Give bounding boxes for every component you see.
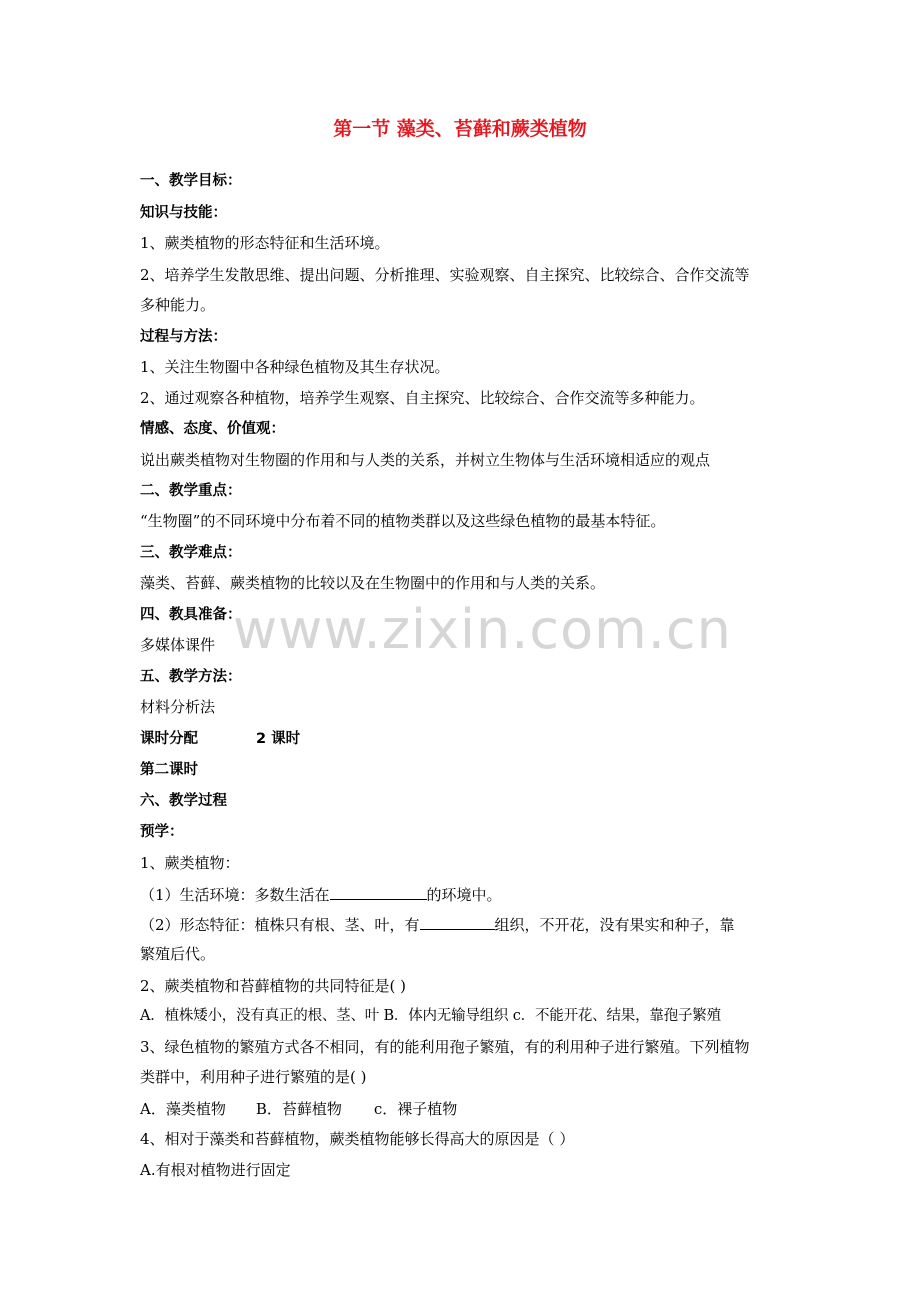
question-3-options (140, 1099, 457, 1119)
period-value: 2 课时 (256, 731, 301, 747)
question-3-cont: 类群中，利用种子进行繁殖的是( ) (140, 1068, 367, 1086)
emotion-item: 说出蕨类植物对生物圈的作用和与人类的关系，并树立生物体与生活环境相适应的观点 (140, 451, 711, 469)
knowledge-item-2: 2、培养学生发散思维、提出问题、分析推理、实验观察、自主探究、比较综合、合作交流等 (140, 266, 750, 284)
knowledge-heading: 知识与技能： (140, 205, 227, 221)
method-heading: 五、教学方法： (140, 669, 242, 685)
q1-2-prefix: （2）形态特征：植株只有根、茎、叶，有 (140, 916, 420, 934)
question-1-2-cont: 繁殖后代。 (140, 945, 216, 963)
difficulty-text: 藻类、苔藓、蕨类植物的比较以及在生物圈中的作用和与人类的关系。 (140, 574, 606, 592)
question-1-2 (140, 914, 735, 935)
q3-option-a: A．藻类植物 (140, 1100, 226, 1118)
emotion-heading: 情感、态度、价值观： (140, 421, 285, 437)
question-1-1 (140, 884, 502, 905)
period-label: 课时分配 (140, 731, 198, 747)
q1-1-suffix: 的环境中。 (426, 886, 502, 904)
page-title: 第一节 藻类、苔藓和蕨类植物 (333, 118, 587, 140)
tools-text: 多媒体课件 (140, 636, 216, 654)
q1-2-suffix: 组织，不开花，没有果实和种子，靠 (494, 916, 735, 934)
method-text: 材料分析法 (140, 698, 216, 716)
question-4-option-a: A.有根对植物进行固定 (140, 1161, 291, 1179)
question-2-options: A．植株矮小，没有真正的根、茎、叶 B．体内无输导组织 c．不能开花、结果，靠孢子繁殖 (140, 1008, 721, 1024)
tools-heading: 四、教具准备： (140, 607, 242, 623)
question-1: 1、蕨类植物： (140, 854, 240, 872)
knowledge-item-2-cont: 多种能力。 (140, 296, 216, 314)
key-point-heading: 二、教学重点： (140, 483, 242, 499)
watermark: www.zixin.com.cn (233, 598, 732, 661)
process-item-2: 2、通过观察各种植物，培养学生观察、自主探究、比较综合、合作交流等多种能力。 (140, 389, 705, 407)
fill-blank[interactable] (420, 914, 495, 930)
key-point-text: “生物圈”的不同环境中分布着不同的植物类群以及这些绿色植物的最基本特征。 (140, 512, 666, 530)
q3-option-c: c．裸子植物 (373, 1100, 458, 1118)
q1-1-prefix: （1）生活环境：多数生活在 (140, 886, 330, 904)
process-item-1: 1、关注生物圈中各种绿色植物及其生存状况。 (140, 358, 450, 376)
question-4: 4、相对于藻类和苔藓植物，蕨类植物能够长得高大的原因是（ ） (140, 1130, 575, 1148)
question-2: 2、蕨类植物和苔藓植物的共同特征是( ) (140, 977, 407, 995)
process-heading: 过程与方法： (140, 329, 227, 345)
difficulty-heading: 三、教学难点： (140, 545, 242, 561)
lesson-label: 第二课时 (140, 762, 198, 778)
preview-heading: 预学： (140, 824, 184, 840)
teaching-process-heading: 六、教学过程 (140, 793, 227, 809)
question-3: 3、绿色植物的繁殖方式各不相同，有的能利用孢子繁殖，有的利用种子进行繁殖。下列植物 (140, 1038, 750, 1056)
fill-blank[interactable] (330, 884, 427, 900)
period-line (140, 729, 300, 749)
knowledge-item-1: 1、蕨类植物的形态特征和生活环境。 (140, 234, 390, 252)
goal-heading: 一、教学目标： (140, 173, 242, 189)
q3-option-b: B．苔藓植物 (255, 1100, 342, 1118)
